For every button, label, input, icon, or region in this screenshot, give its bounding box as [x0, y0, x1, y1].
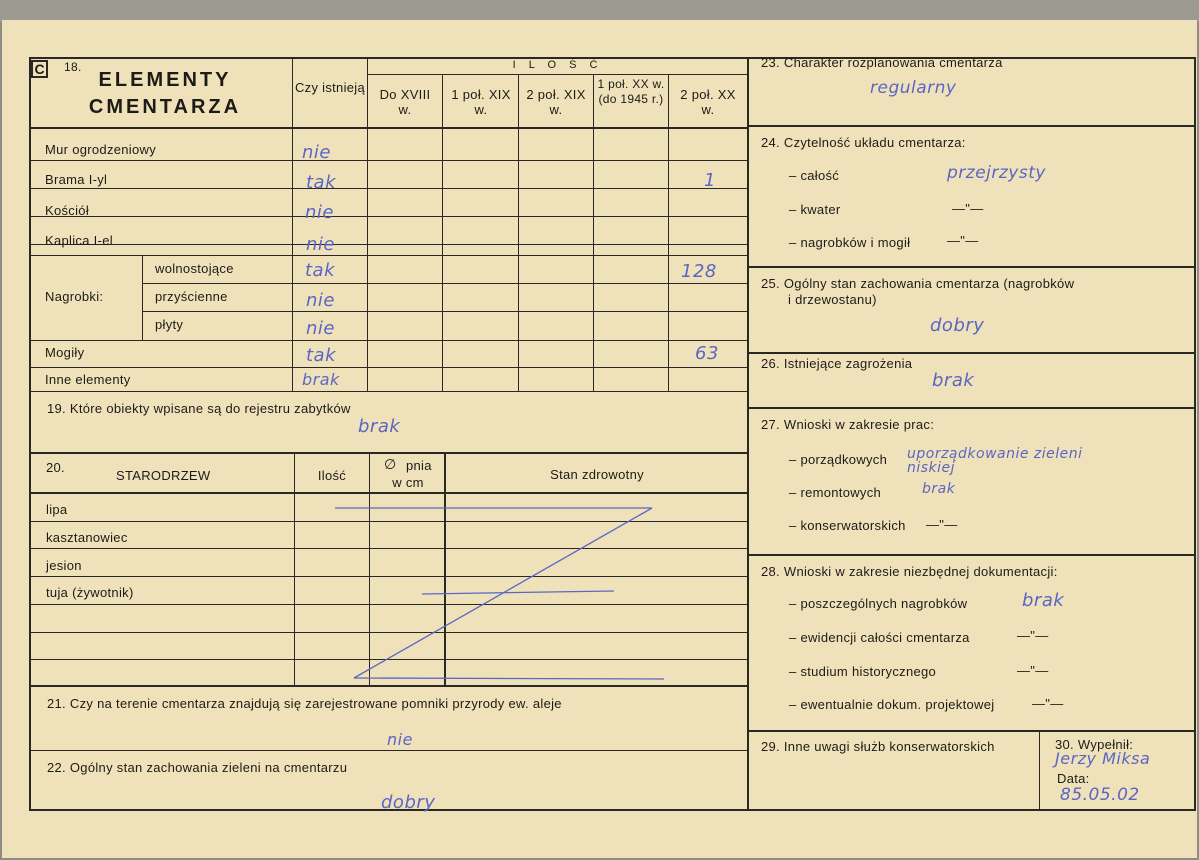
exists-kosciol: nie [305, 202, 334, 223]
section-23-label: 23. Charakter rozplanowania cmentarza [761, 55, 1003, 70]
period-header-1: 1 poł. XIX w. [451, 87, 511, 117]
cross-out-strikes [2, 20, 1197, 858]
section-24-item-calosc: – całość [789, 168, 840, 183]
section-30-label: 30. Wypełnił: [1055, 737, 1134, 752]
section-28-answer-projektowej: —"— [1032, 696, 1064, 711]
section-27-label: 27. Wnioski w zakresie prac: [761, 417, 935, 432]
inventory-card [2, 20, 1197, 858]
section-21-label: 21. Czy na terenie cmentarza znajdują się zarejestrowane pomniki przyrody ew. aleje [47, 696, 562, 711]
section-30-date-label: Data: [1057, 771, 1090, 786]
row-label-inne: Inne elementy [45, 372, 131, 387]
exists-kaplica: nie [306, 234, 335, 255]
exists-plyty: nie [306, 318, 335, 339]
section-28-item-nagrobkow: – poszczególnych nagrobków [789, 596, 968, 611]
count-brama: 1 [704, 170, 716, 191]
section-18-number: 18. [64, 60, 82, 74]
section-28-item-studium: – studium historycznego [789, 664, 937, 679]
exists-przyscienne: nie [306, 290, 335, 311]
row-label-mogily: Mogiły [45, 345, 85, 360]
row-label-kaplica: Kaplica I-el [45, 233, 113, 248]
row-label-przyscienne: przyścienne [155, 289, 228, 304]
section-25-label-line1: 25. Ogólny stan zachowania cmentarza (nagrobków [761, 276, 1075, 291]
row-label-kosciol: Kościół [45, 203, 90, 218]
count-wolnostojace: 128 [681, 261, 717, 282]
section-30-name: Jerzy Miksa [1055, 749, 1151, 768]
section-22-label: 22. Ogólny stan zachowania zieleni na cmentarzu [47, 760, 348, 775]
exists-wolnostojace: tak [305, 260, 336, 281]
period-header-3: 1 poł. XX w. (do 1945 r.) [597, 77, 665, 106]
row-label-wolnostojace: wolnostojące [155, 261, 234, 276]
section-20-number: 20. [46, 460, 65, 475]
section-25-label-line2: i drzewostanu) [788, 292, 877, 307]
section-28-answer-nagrobkow: brak [1022, 590, 1065, 611]
exists-brama: tak [306, 172, 337, 193]
section-28-answer-studium: —"— [1017, 663, 1049, 678]
row-label-brama: Brama I-yl [45, 172, 108, 187]
section-27-answer-porzadkowych: uporządkowanie zieleni niskiej [907, 446, 1083, 476]
col-stan-header: Stan zdrowotny [550, 467, 644, 482]
section-24-answer-nagrobkow: —"— [947, 233, 979, 248]
section-26-answer: brak [932, 370, 975, 391]
section-27-answer-konserwatorskich: —"— [926, 517, 958, 532]
section-19-answer: brak [358, 416, 401, 437]
section-21-answer: nie [387, 730, 413, 749]
section-29-label: 29. Inne uwagi służb konserwatorskich [761, 739, 995, 754]
period-header-0: Do XVIII w. [379, 87, 431, 117]
section-25-answer: dobry [930, 315, 985, 336]
section-23-answer: regularny [870, 78, 957, 98]
period-header-4: 2 poł. XX w. [680, 87, 736, 117]
section-letter-box: C [31, 60, 48, 78]
section-27-answer-remontowych: brak [922, 481, 956, 497]
exists-inne: brak [302, 370, 340, 389]
section-24-item-kwater: – kwater [789, 202, 841, 217]
col-exists-header: Czy istnieją [294, 80, 366, 95]
row-label-mur: Mur ogrodzeniowy [45, 142, 157, 157]
section-28-item-ewidencji: – ewidencji całości cmentarza [789, 630, 970, 645]
section-27-item-konserwatorskich: – konserwatorskich [789, 518, 906, 533]
period-header-2: 2 poł. XIX w. [526, 87, 586, 117]
section-26-label: 26. Istniejące zagrożenia [761, 356, 913, 371]
tree-lipa: lipa [46, 502, 68, 517]
col-cm-header: w cm [392, 475, 424, 490]
section-28-label: 28. Wnioski w zakresie niezbędnej dokumentacji: [761, 564, 1058, 579]
exists-mur: nie [302, 142, 331, 163]
section-28-answer-ewidencji: —"— [1017, 628, 1049, 643]
section-27-item-porzadkowych: – porządkowych [789, 452, 888, 467]
section-24-item-nagrobkow: – nagrobków i mogił [789, 235, 911, 250]
diameter-symbol: ∅ [384, 456, 397, 472]
section-20-title: STARODRZEW [116, 468, 211, 483]
section-28-item-projektowej: – ewentualnie dokum. projektowej [789, 697, 995, 712]
section-27-item-remontowych: – remontowych [789, 485, 882, 500]
section-19-label: 19. Które obiekty wpisane są do rejestru zabytków [47, 401, 351, 416]
section-18-title-line1: ELEMENTY [98, 69, 232, 91]
scan-border [0, 0, 1199, 22]
tree-tuja: tuja (żywotnik) [46, 585, 134, 600]
tree-jesion: jesion [46, 558, 82, 573]
section-22-answer: dobry [381, 792, 436, 813]
section-24-answer-calosc: przejrzysty [947, 163, 1046, 183]
section-30-date: 85.05.02 [1060, 785, 1140, 805]
ilosc-header: I L O Ś Ć [512, 59, 603, 71]
section-18-title-line2: CMENTARZA [88, 96, 242, 118]
tree-kasztanowiec: kasztanowiec [46, 530, 128, 545]
exists-mogily: tak [306, 345, 337, 366]
row-label-nagrobki: Nagrobki: [45, 289, 104, 304]
col-ilosc-header: Ilość [317, 468, 347, 483]
col-pnia-header: pnia [406, 458, 432, 473]
row-label-plyty: płyty [155, 317, 184, 332]
count-mogily: 63 [695, 343, 719, 364]
section-24-label: 24. Czytelność układu cmentarza: [761, 135, 966, 150]
section-24-answer-kwater: —"— [952, 201, 984, 216]
